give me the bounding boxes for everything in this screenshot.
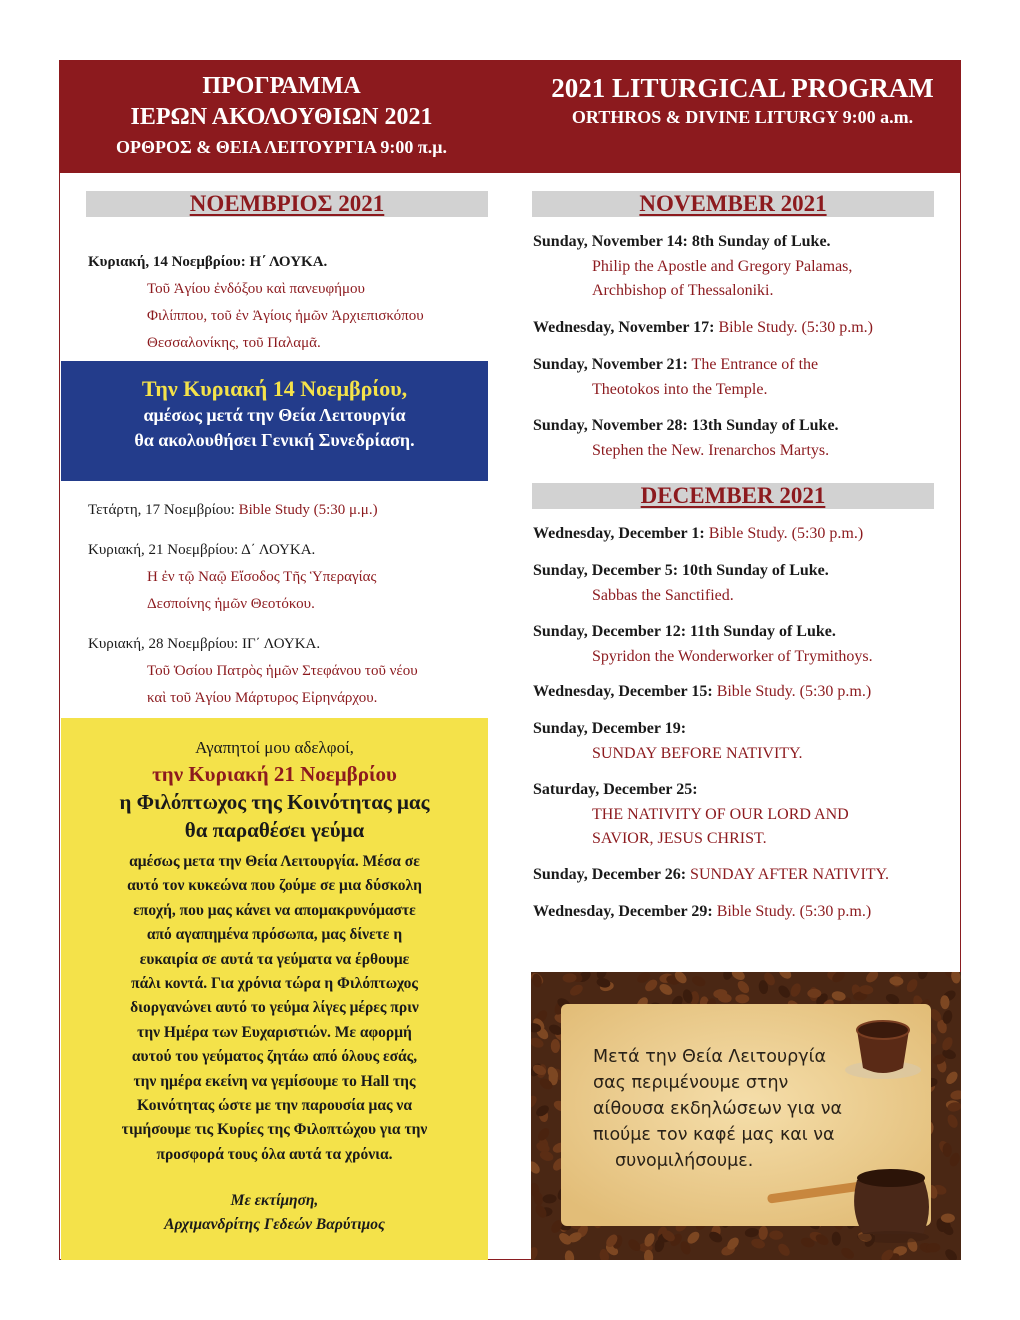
entry-line: Theotokos into the Temple. [592,380,768,398]
entry-event: Bible Study. (5:30 p.m.) [712,683,872,700]
coffee-line5: συνομιλήσουμε. [615,1151,754,1171]
entry-event: Bible Study. (5:30 p.m.) [712,903,872,920]
entry-line: Spyridon the Wonderworker of Trymithoys. [592,647,873,665]
assembly-line2: αμέσως μετά την Θεία Λειτουργία [143,405,406,425]
schedule-entry [533,717,953,766]
letter-line: την ημέρα εκείνη να γεμίσουμε το Hall της [133,1072,416,1090]
entry-line: Stephen the New. Irenarchos Martys. [592,441,830,459]
assembly-line3: θα ακολουθήσει Γενική Συνεδρίαση. [134,430,415,450]
letter-body [61,850,488,1167]
entry-line: Τοῦ Ὁσίου Πατρὸς ἡμῶν Στεφάνου τοῦ νέου [147,663,418,679]
letter-line: από αγαπημένα πρόσωπα, μας δίνετε η [146,926,403,944]
letter-heading-1: η Φιλόπτωχος της Κοινότητας μας [119,790,430,814]
english-november-title: NOVEMBER 2021 [532,191,934,217]
schedule-entry [533,353,953,402]
letter-line: εποχή, που μας κάνει να απομακρυνόμαστε [133,901,416,919]
entry-day: Sunday, December 12: 11th Sunday of Luke. [533,623,836,640]
header-greek-line1: ΠΡΟΓΡΑΜΜΑ [202,73,361,99]
entry-day: Sunday, November 14: 8th Sunday of Luke. [533,233,831,250]
assembly-date: Την Κυριακή 14 Νοεμβρίου, [141,376,408,401]
entry-day: Saturday, December 25: [533,781,698,798]
greek-entry-nov21 [88,537,488,618]
letter-line: αυτού του γεύματος ζητάω από όλους εσάς, [131,1048,418,1066]
letter-line: ευκαιρία σε αυτά τα γεύματα να έρθουμε [139,950,410,968]
entry-line: SAVIOR, JESUS CHRIST. [592,830,767,847]
entry-day: Sunday, December 26: [533,866,687,883]
greek-entry-nov14 [88,249,488,357]
header-english-line2: ORTHROS & DIVINE LITURGY 9:00 a.m. [571,107,914,127]
entry-day: Wednesday, December 15: [533,683,713,700]
greek-entry-nov28 [88,631,488,712]
schedule-entry [533,900,953,925]
english-december-title: DECEMBER 2021 [532,483,934,509]
header-greek-line3: ΟΡΘΡΟΣ & ΘΕΙΑ ΛΕΙΤΟΥΡΓΙΑ 9:00 π.μ. [116,137,447,157]
entry-line: Philip the Apostle and Gregory Palamas, [592,257,853,275]
coffee-bean [735,994,749,1003]
header-greek-line2: ΙΕΡΩΝ ΑΚΟΛΟΥΘΙΩΝ 2021 [130,104,433,130]
coffee-bean [941,1214,955,1223]
philoptochos-letter [61,718,488,1260]
coffee-invitation-text [571,1044,871,1174]
entry-line: THE NATIVITY OF OUR LORD AND [592,805,849,823]
letter-line: προσφορά τους όλα αυτά τα χρόνια. [156,1145,393,1163]
entry-day: Κυριακή, 14 Νοεμβρίου: Η΄ ΛΟΥΚΑ. [88,254,328,270]
entry-line: καὶ τοῦ Ἁγίου Μάρτυρος Εἰρηνάρχου. [147,690,378,706]
schedule-entry [533,559,953,608]
entry-day: Wednesday, November 17: [533,319,715,336]
schedule-entry [533,414,953,463]
schedule-entry [533,620,953,669]
letter-greeting: Αγαπητοί μου αδελφοί, [195,738,354,757]
schedule-entry [533,230,953,304]
letter-line: τιμήσουμε τις Κυρίες της Φιλοπτώχου για την [121,1121,428,1139]
entry-line: Θεσσαλονίκης, τοῦ Παλαμᾶ. [147,335,321,351]
coffee-line3: αίθουσα εκδηλώσεων για να [593,1099,842,1119]
entry-day: Sunday, November 21: [533,356,688,373]
letter-line: πάλι κοντά. Για χρόνια τώρα η Φιλόπτωχος [131,975,418,993]
entry-event: SUNDAY AFTER NATIVITY. [686,866,890,883]
greek-entry-nov17 [88,497,488,524]
schedule-entry [533,316,953,341]
entry-day: Sunday, December 5: 10th Sunday of Luke. [533,562,829,579]
entry-day: Κυριακή, 28 Νοεμβρίου: ΙΓ΄ ΛΟΥΚΑ. [88,636,321,652]
entry-event: Bible Study. (5:30 p.m.) [704,525,864,542]
coffee-hour-card [531,972,961,1260]
entry-line: Δεσποίνης ἡμῶν Θεοτόκου. [147,596,315,612]
entry-day: Sunday, November 28: 13th Sunday of Luke. [533,417,839,434]
schedule-entry [533,778,953,852]
coffee-bean [807,989,821,998]
letter-line: αυτό τον κυκεώνα που ζούμε σε μια δύσκολη [127,877,422,895]
entry-event: The Entrance of the [687,356,819,373]
entry-line: Archbishop of Thessaloniki. [592,282,774,299]
letter-line: αμέσως μετα την Θεία Λειτουργία. Μέσα σε [129,853,420,870]
entry-day: Sunday, December 19: [533,720,687,737]
greek-month-title: ΝΟΕΜΒΡΙΟΣ 2021 [86,191,488,217]
schedule-entry [533,863,953,888]
entry-line: Η ἐν τῷ Ναῷ Εἴσοδος Τῆς Ὑπεραγίας [147,569,377,585]
coffee-line2: σας περιμένουμε στην [593,1073,789,1093]
header-english-line1: 2021 LITURGICAL PROGRAM [551,73,934,103]
letter-closing: Με εκτίμηση, [230,1192,319,1210]
entry-line: Τοῦ Ἁγίου ἐνδόξου καὶ πανευφήμου [147,281,365,297]
entry-day: Wednesday, December 1: [533,525,705,542]
schedule-entry [533,522,953,547]
header-banner [59,60,961,173]
entry-day: Τετάρτη, 17 Νοεμβρίου: [88,502,235,518]
letter-line: την Ημέρα των Ευχαριστιών. Με αφορμή [137,1023,412,1041]
entry-event: Bible Study. (5:30 p.m.) [714,319,873,336]
entry-day: Wednesday, December 29: [533,903,713,920]
entry-event: Bible Study (5:30 μ.μ.) [234,502,378,518]
entry-day: Κυριακή, 21 Νοεμβρίου: Δ΄ ΛΟΥΚΑ. [88,542,316,558]
letter-heading-2: θα παραθέσει γεύμα [184,818,365,842]
letter-line: διοργανώνει αυτό το γεύμα λίγες μέρες πριν [130,999,419,1017]
coffee-line4: πιούμε τον καφέ μας και να [593,1125,835,1145]
letter-date: την Κυριακή 21 Νοεμβρίου [152,762,397,786]
letter-signature: Αρχιμανδρίτης Γεδεών Βαρύτιμος [164,1216,385,1234]
schedule-entry [533,680,953,705]
entry-line: Sabbas the Sanctified. [592,586,734,604]
entry-line: Φιλίππου, τοῦ ἐν Ἁγίοις ἡμῶν Ἀρχιεπισκόπου [147,308,424,324]
letter-line: Κοινότητας ώστε με την παρουσία μας να [136,1097,412,1115]
coffee-line1: Μετά την Θεία Λειτουργία [593,1047,827,1067]
general-assembly-notice [61,361,488,481]
entry-line: SUNDAY BEFORE NATIVITY. [592,744,803,762]
